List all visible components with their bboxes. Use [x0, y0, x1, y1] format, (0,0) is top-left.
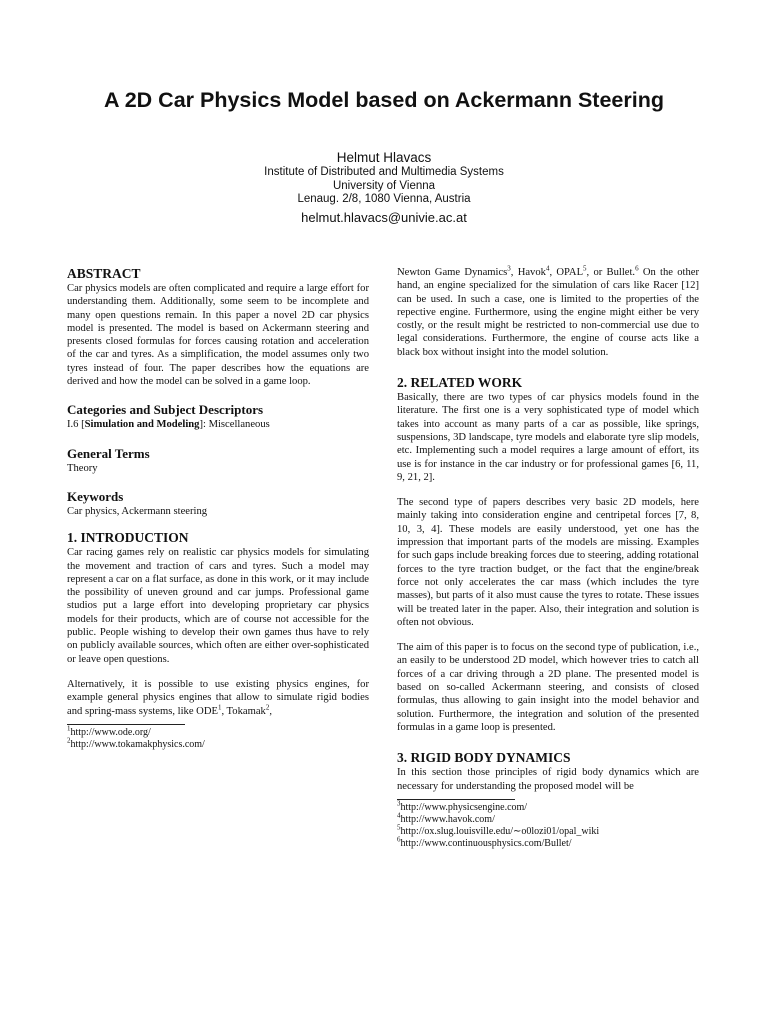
intro-p2-text: ,	[269, 705, 272, 717]
right-column	[397, 266, 699, 850]
abstract-text: Car physics models are often complicated and require a large effort for understanding them. Additionally, some seem to be incomplete and many open questions remain. In this paper a novel 2D car physics model is presented. The model is based on Ackermann steering and presents closed formulas for forces causing rotation and acceleration of the car and tyres. As a simplification, the model assumes only two tyres instead of four. The paper describes how the equations are derived and how the model can be solved in a game loop.	[67, 283, 369, 388]
introduction-paragraph-2	[67, 678, 369, 718]
footnote-mark: 3	[507, 264, 511, 273]
footnote-number: 5	[397, 823, 401, 832]
categories-rest: ]: Miscellaneous	[199, 419, 270, 431]
footnote-mark: 5	[583, 264, 587, 273]
intro-p2-text: , Tokamak	[221, 705, 266, 717]
footnote-number: 6	[397, 835, 401, 844]
intro-cont-text: On the other hand, an engine specialized for the simulation of cars like Racer [12] can be used. In such a case, one is limited to the properties of the repective engine. Furthermore, using the engine might either be very costly, or the result might be restricted to non-commercial use due to legal considerations. Furthermore, the engine of course acts like a black box without insight into the model solution.	[397, 267, 699, 358]
categories-bold: Simulation and Modeling	[84, 419, 200, 431]
related-work-paragraph-1: Basically, there are two types of car physics models found in the literature. The first one is a very sophisticated type of model which takes into account as many parts of a car as possible, like springs, suspensions, 3D landscape, tyre models and elaborate tyre slip models, etc. Implementing such a model requires a large amount of effort, its use is for instance in the car industry or for professional games [6, 11, 9, 21, 2].	[397, 392, 699, 483]
intro-p2-text: Alternatively, it is possible to use existing physics engines, for example general physics engines that allow to simulate rigid bodies and spring-mass systems, like ODE	[67, 678, 369, 717]
footnote	[397, 799, 699, 814]
categories-text	[67, 418, 369, 431]
keywords-text: Car physics, Ackermann steering	[67, 505, 208, 517]
keywords-heading: Keywords	[67, 488, 124, 504]
footnote-number: 3	[397, 799, 401, 808]
introduction-paragraph-1: Car racing games rely on realistic car physics models for simulating the movement and traction of cars and tyres. Such a model may represent a car on a flat surface, as done in this work, or it may include the possibility of uneven ground and car jumps. Professional game studios put a large effort into developing proprietary car physics models for their products, which are of course not accessible for the public. People wishing to develop their own games thus have to rely on publicly available sources, which often are either over-sophisticated or leave open questions.	[67, 547, 369, 665]
footnote-url[interactable]: http://www.physicsengine.com/	[400, 801, 528, 813]
left-column	[67, 266, 369, 751]
footnote	[397, 835, 699, 850]
footnote-url[interactable]: http://www.ode.org/	[70, 726, 151, 738]
intro-cont-text: , Havok	[510, 267, 546, 278]
rigid-body-heading: 3. RIGID BODY DYNAMICS	[397, 750, 571, 766]
affiliation-line: Institute of Distributed and Multimedia Systems	[264, 166, 504, 178]
footnote	[67, 736, 369, 751]
footnote-number: 2	[67, 736, 71, 745]
related-work-paragraph-3: The aim of this paper is to focus on the second type of publication, i.e., an easily to be understood 2D model, which however tries to catch all forces of a car driving through a 2D plane. The presented model is based on so-called Ackermann steering, and consists of closed formulas, thus allowing to gain insight into the model behavior and solution. Furthermore, the integration and solution of the presented formulas in a game loop is presented.	[397, 642, 699, 733]
footnote-number: 4	[397, 811, 401, 820]
footnote-mark: 2	[265, 703, 270, 711]
footnote	[397, 811, 699, 826]
footnote-url[interactable]: http://www.continuousphysics.com/Bullet/	[400, 837, 572, 849]
footnote	[67, 724, 369, 739]
footnote-url[interactable]: http://ox.slug.louisville.edu/∼o0lozi01/opal_wiki	[400, 825, 600, 837]
general-terms-text: Theory	[67, 462, 98, 474]
general-terms-heading: General Terms	[67, 445, 150, 461]
introduction-heading: 1. INTRODUCTION	[67, 530, 189, 546]
related-work-heading: 2. RELATED WORK	[397, 375, 523, 391]
footnote-url[interactable]: http://www.havok.com/	[400, 813, 495, 825]
intro-cont-text: Newton Game Dynamics	[397, 267, 508, 278]
footnote-url[interactable]: http://www.tokamakphysics.com/	[70, 738, 205, 750]
affiliation-line: University of Vienna	[332, 179, 436, 192]
related-work-paragraph-2: The second type of papers describes very basic 2D models, here mainly taking into consideration engine and centripetal forces [7, 8, 10, 3, 4]. These models are easily understood, yet one has the impression that important parts of the models are missing. Examples for such gaps include breaking forces due to steering, adding rotational forces to the tyre traction budget, or the fact that the engine/break force not only accelerates the car mass (which includes the tyre masses), but parts of it also must cause the tyres to rotate. These issues will be treated later in the paper. Also, their integration and solution is often not obvious.	[397, 497, 699, 628]
intro-cont-text: , or Bullet.	[586, 267, 636, 278]
author-email: helmut.hlavacs@univie.ac.at	[301, 210, 467, 225]
intro-continued-paragraph	[397, 266, 699, 359]
categories-code: I.6 [	[67, 419, 85, 431]
paper-title: A 2D Car Physics Model based on Ackermann Steering	[104, 88, 664, 112]
footnote	[397, 823, 699, 838]
author-affiliation	[0, 166, 768, 207]
author-name: Helmut Hlavacs	[336, 150, 432, 165]
footnote-number: 1	[67, 724, 71, 733]
categories-heading: Categories and Subject Descriptors	[67, 402, 264, 418]
affiliation-line: Lenaug. 2/8, 1080 Vienna, Austria	[297, 193, 471, 205]
footnote-mark: 6	[635, 264, 639, 273]
intro-cont-text: , OPAL	[549, 267, 584, 278]
abstract-heading: ABSTRACT	[67, 266, 141, 281]
footnote-mark: 1	[217, 703, 222, 711]
footnote-mark: 4	[545, 264, 550, 273]
rigid-body-paragraph-1: In this section those principles of rigid body dynamics which are necessary for understanding the proposed model will be	[397, 767, 699, 792]
